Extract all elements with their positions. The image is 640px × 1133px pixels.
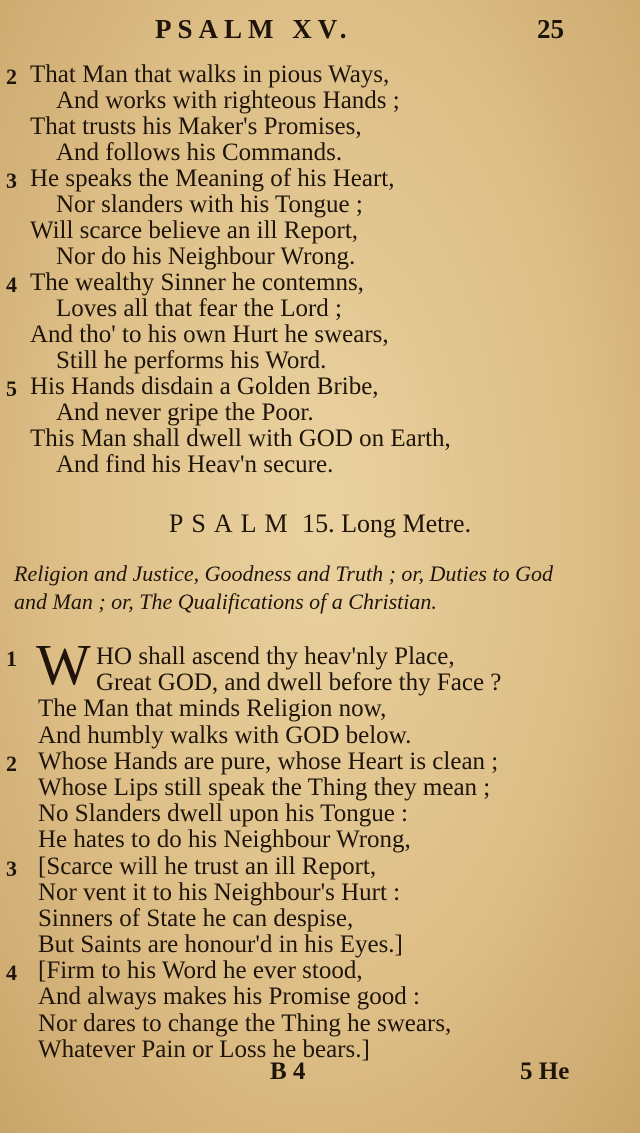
verse-text: And humbly walks with GOD below. — [38, 721, 412, 749]
verse-line — [0, 374, 640, 400]
verse-line — [0, 192, 640, 218]
verse-text: [Firm to his Word he ever stood, — [38, 957, 363, 985]
section-heading — [0, 509, 640, 539]
drop-cap: W — [36, 632, 91, 697]
verse-line — [0, 749, 640, 775]
section-number: 15. — [302, 509, 335, 538]
page-footer — [0, 1058, 640, 1098]
verse-text: And never gripe the Poor. — [56, 399, 314, 426]
verse-line — [0, 400, 640, 426]
verse-line — [0, 670, 640, 696]
verse-text: The Man that minds Religion now, — [38, 695, 387, 723]
verse-text: And works with righteous Hands ; — [56, 87, 400, 114]
verse-text: The wealthy Sinner he contemns, — [30, 269, 364, 296]
verse-line — [0, 114, 640, 140]
verse-text: He speaks the Meaning of his Heart, — [30, 165, 395, 192]
verse-line — [0, 322, 640, 348]
verse-text: Nor vent it to his Neighbour's Hurt : — [38, 878, 401, 906]
verse-text: But Saints are honour'd in his Eyes.] — [38, 931, 403, 959]
psalm-15-common-metre — [0, 62, 640, 478]
verse-line — [0, 775, 640, 801]
verse-line — [0, 62, 640, 88]
verse-text: And tho' to his own Hurt he swears, — [30, 321, 389, 348]
verse-text: And find his Heav'n secure. — [56, 451, 334, 478]
verse-text: Nor do his Neighbour Wrong. — [56, 243, 356, 270]
running-title: PSALM XV. — [155, 14, 353, 44]
verse-line — [0, 296, 640, 322]
verse-line — [0, 801, 640, 827]
page-number: 25 — [537, 14, 564, 44]
verse-line — [0, 1011, 640, 1037]
verse-line — [0, 906, 640, 932]
verse-text: That trusts his Maker's Promises, — [30, 113, 362, 140]
verse-number: 4 — [6, 272, 17, 297]
verse-text: Will scarce believe an ill Report, — [30, 217, 359, 244]
section-psalm: PSALM — [168, 509, 296, 538]
verse-line — [0, 854, 640, 880]
verse-text: Sinners of State he can despise, — [38, 904, 354, 932]
verse-line — [0, 723, 640, 749]
section-metre: Long Metre. — [341, 509, 472, 538]
verse-line — [0, 348, 640, 374]
verse-number: 4 — [6, 960, 17, 986]
verse-text: That Man that walks in pious Ways, — [30, 61, 390, 88]
verse-line — [0, 140, 640, 166]
verse-line — [0, 244, 640, 270]
verse-line — [0, 426, 640, 452]
verse-line — [0, 984, 640, 1010]
verse-text: Whatever Pain or Loss he bears.] — [38, 1035, 370, 1063]
verse-text: HO shall ascend thy heav'nly Place, — [96, 643, 455, 670]
verse-line — [0, 452, 640, 478]
verse-text: Whose Hands are pure, whose Heart is clean ; — [38, 747, 499, 775]
verse-line — [0, 644, 640, 670]
verse-line — [0, 880, 640, 906]
verse-text: This Man shall dwell with GOD on Earth, — [30, 425, 451, 452]
verse-line — [0, 696, 640, 722]
verse-text: Nor slanders with his Tongue ; — [56, 191, 363, 218]
verse-text: Nor dares to change the Thing he swears, — [38, 1009, 452, 1037]
page-header — [0, 12, 640, 52]
verse-text: His Hands disdain a Golden Bribe, — [30, 373, 379, 400]
verse-text: Still he performs his Word. — [56, 347, 327, 374]
verse-text: He hates to do his Neighbour Wrong, — [38, 826, 411, 854]
verse-text: Great GOD, and dwell before thy Face ? — [96, 669, 502, 697]
verse-line — [0, 270, 640, 296]
verse-line — [0, 218, 640, 244]
psalm-15-long-metre — [0, 644, 640, 1063]
verse-text: And follows his Commands. — [56, 139, 343, 166]
verse-line — [0, 827, 640, 853]
catchword: 5 He — [520, 1058, 570, 1085]
verse-number: 3 — [6, 168, 17, 193]
verse-number: 5 — [6, 376, 17, 401]
verse-number: 3 — [6, 855, 17, 881]
verse-line — [0, 88, 640, 114]
verse-text: And always makes his Promise good : — [38, 983, 420, 1011]
verse-line — [0, 166, 640, 192]
psalm-argument: Religion and Justice, Goodness and Truth ; or, Duties to God and Man ; or, The Qualifications of a Christian. — [14, 561, 553, 614]
verse-number: 1 — [6, 646, 17, 671]
verse-number: 2 — [6, 750, 17, 776]
signature-mark: B 4 — [270, 1058, 306, 1085]
verse-text: No Slanders dwell upon his Tongue : — [38, 800, 408, 828]
verse-text: Whose Lips still speak the Thing they mean ; — [38, 773, 491, 801]
verse-text: Loves all that fear the Lord ; — [56, 295, 342, 322]
verse-line — [0, 958, 640, 984]
verse-number: 2 — [6, 64, 17, 89]
verse-text: [Scarce will he trust an ill Report, — [38, 852, 377, 880]
verse-line — [0, 932, 640, 958]
